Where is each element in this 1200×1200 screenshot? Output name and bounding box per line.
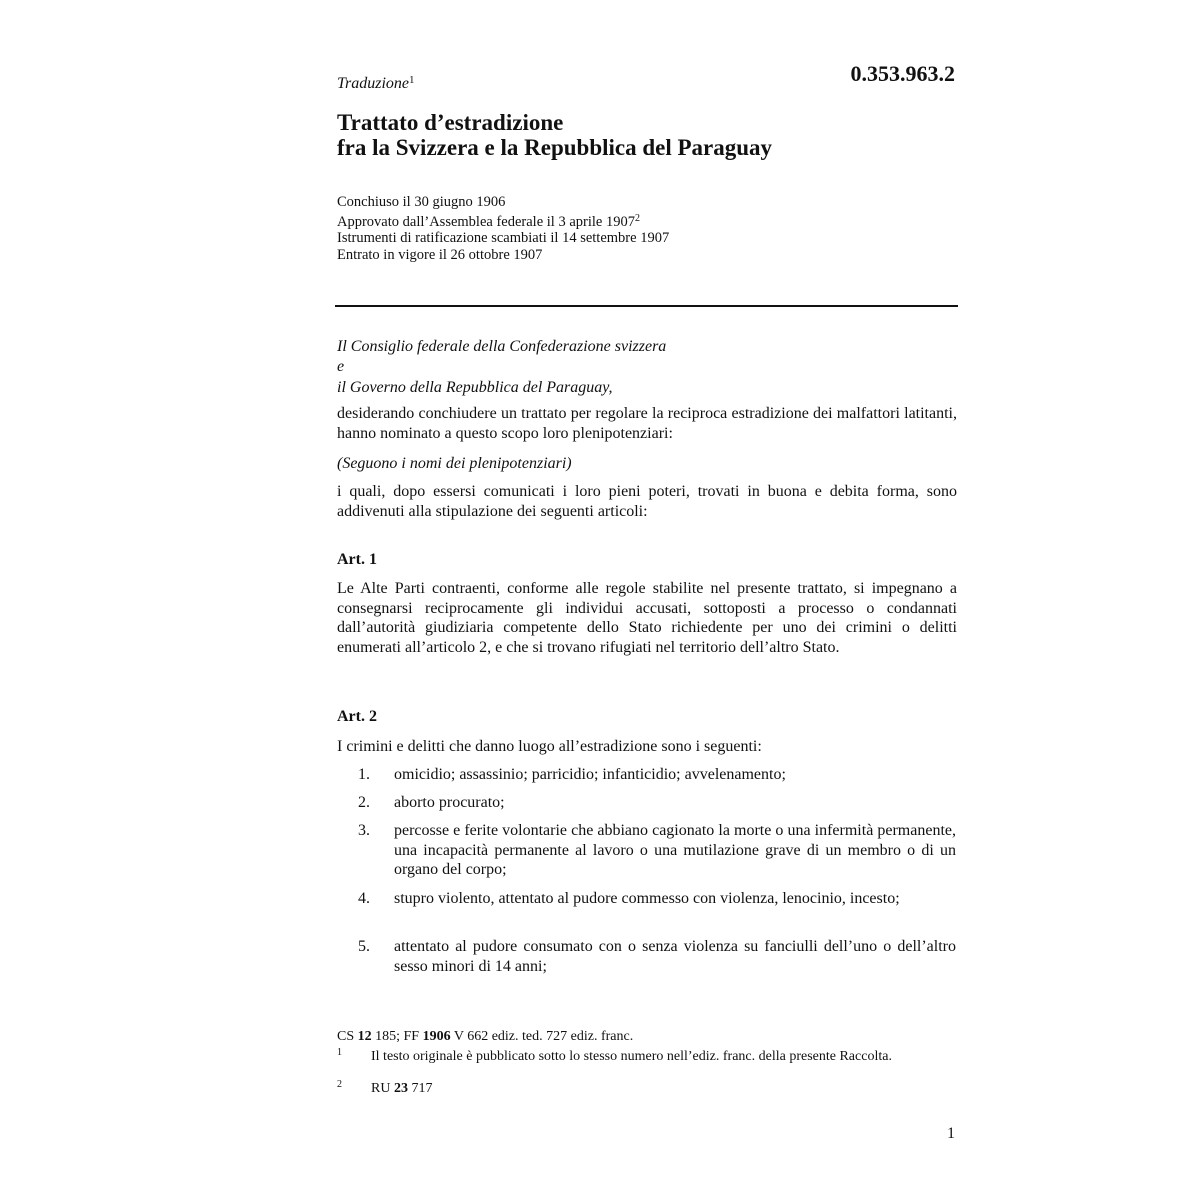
article-2-intro: I crimini e delitti che danno luogo all’estradizione sono i seguenti: [337, 738, 762, 755]
preamble-names-note: (Seguono i nomi dei plenipotenziari) [337, 455, 572, 472]
list-item-number: 4. [358, 890, 370, 907]
footnote-1-text: Il testo originale è pubblicato sotto lo stesso numero nell’ediz. franc. della presente Raccolta. [371, 1049, 892, 1064]
footnote-source [337, 1029, 957, 1045]
title-line-2: fra la Svizzera e la Repubblica del Paraguay [337, 135, 773, 160]
list-item-text: omicidio; assassinio; parricidio; infanticidio; avvelenamento; [394, 766, 786, 783]
preamble-government: il Governo della Repubblica del Paraguay, [337, 379, 613, 396]
meta-approved-text: Approvato dall’Assemblea federale il 3 aprile 1907 [337, 213, 635, 230]
source-cs: CS [337, 1029, 355, 1044]
meta-concluded: Conchiuso il 30 giugno 1906 [337, 194, 506, 210]
treaty-metadata [337, 194, 957, 263]
preamble-council: Il Consiglio federale della Confederazione svizzera [337, 338, 667, 355]
footnote-2-mark: 2 [337, 1079, 342, 1090]
source-end: V 662 ediz. ted. 727 ediz. franc. [453, 1029, 634, 1044]
article-1-heading: Art. 1 [337, 551, 377, 568]
list-item-text: aborto procurato; [394, 794, 505, 811]
document-number: 0.353.963.2 [850, 61, 955, 86]
meta-approved [337, 211, 957, 231]
footnote-2-volume: 23 [393, 1081, 408, 1096]
title-line-1: Trattato d’estradizione [337, 110, 564, 135]
list-item-number: 2. [358, 794, 370, 811]
document-title [337, 110, 957, 160]
preamble-and: e [337, 358, 345, 375]
list-item-text: percosse e ferite volontarie che abbiano cagionato la morte o una infermità permanente, una incapacità permanente al lavoro o una mutilazione grave di un membro o di un organo del corpo; [394, 822, 956, 878]
page-number: 1 [947, 1125, 955, 1142]
preamble-desiring: desiderando conchiudere un trattato per regolare la reciproca estradizione dei malfattori latitanti, hanno nominato a questo scopo loro plenipotenziari: [337, 405, 957, 442]
footnote-1-mark: 1 [337, 1047, 342, 1058]
footnote-2-ru: RU [371, 1081, 391, 1096]
list-item-number: 1. [358, 766, 370, 783]
article-2-heading: Art. 2 [337, 708, 377, 725]
source-ff-year: 1906 [422, 1029, 451, 1044]
source-mid: 185; FF [375, 1029, 420, 1044]
translation-text: Traduzione [337, 75, 410, 92]
footnote-2-page: 717 [411, 1081, 433, 1096]
preamble-who: i quali, dopo essersi comunicati i loro pieni poteri, trovati in buona e debita forma, sono addivenuti alla stipulazione dei seguenti articoli: [337, 483, 957, 520]
source-cs-volume: 12 [357, 1029, 372, 1044]
list-item-number: 5. [358, 938, 370, 955]
list-item-text: attentato al pudore consumato con o senza violenza su fanciulli dell’uno o dell’altro sesso minori di 14 anni; [394, 938, 956, 975]
footnote-ref-2: 2 [634, 212, 640, 224]
list-item-number: 3. [358, 822, 370, 839]
article-1-text: Le Alte Parti contraenti, conforme alle regole stabilite nel presente trattato, si impegnano a consegnarsi reciprocamente gli individui accusati, sottoposti a processo o condannati dall’autorità giudiziaria competente dello Stato richiedente per uno dei crimini o delitti enumerati all’articolo 2, e che si trovano rifugiati nel territorio dell’altro Stato. [337, 580, 957, 656]
footnote-2-text [371, 1081, 957, 1097]
meta-in-force: Entrato in vigore il 26 ottobre 1907 [337, 246, 543, 263]
footnote-ref-1: 1 [409, 74, 415, 86]
meta-ratification: Istrumenti di ratificazione scambiati il 14 settembre 1907 [337, 230, 670, 246]
horizontal-rule [335, 305, 958, 307]
list-item-text: stupro violento, attentato al pudore commesso con violenza, lenocinio, incesto; [394, 890, 900, 907]
